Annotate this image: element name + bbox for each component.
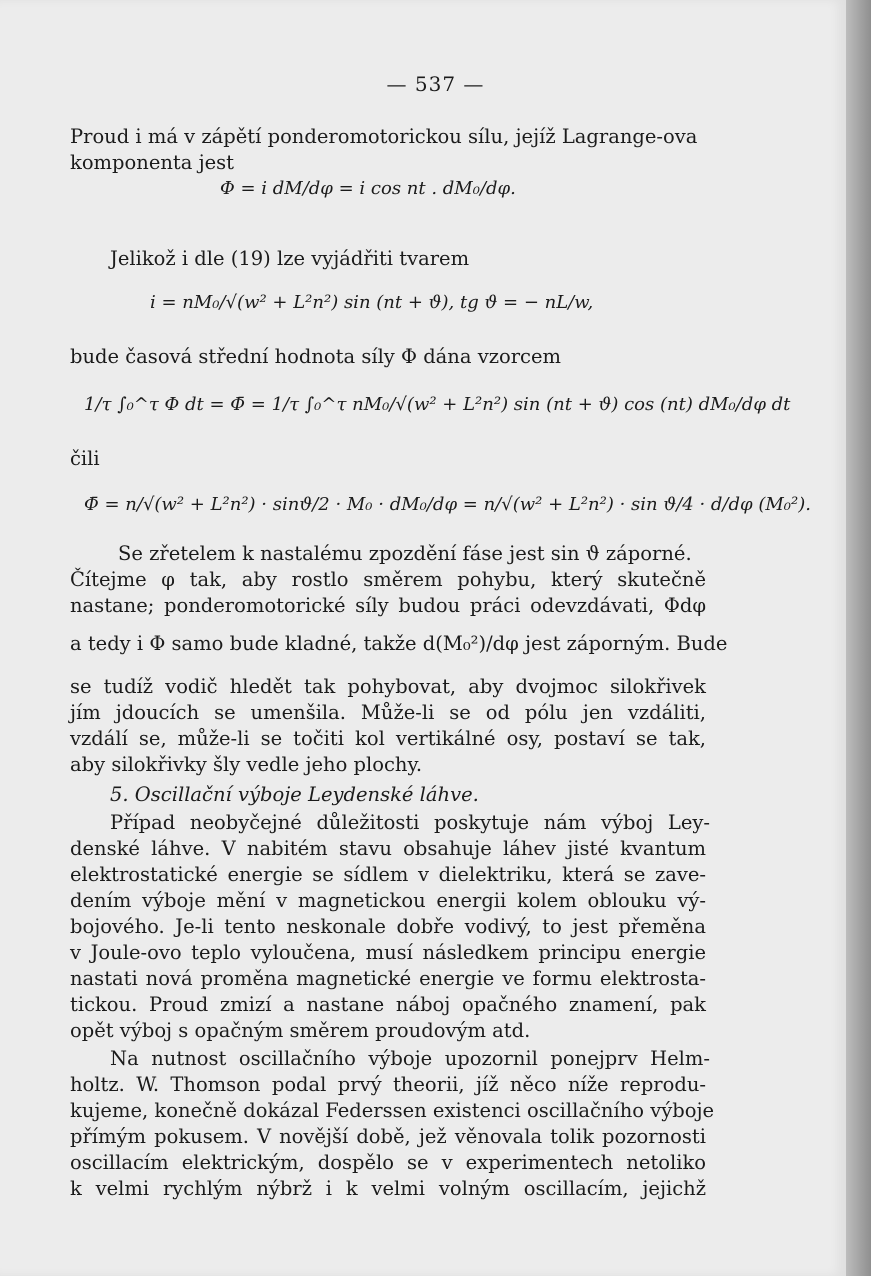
text-line: k velmi rychlým nýbrž i k velmi volným oscillacím, jejichž xyxy=(70,1177,706,1200)
text-line: Se zřetelem k nastalému zpozdění fáse jest sin ϑ záporné. xyxy=(118,542,692,565)
text-line: tickou. Proud zmizí a nastane náboj opačného znamení, pak xyxy=(70,993,706,1016)
equation-phi-definition: Φ = i dM/dφ = i cos nt . dM₀/dφ. xyxy=(220,178,516,199)
text-line: Proud i má v zápětí ponderomotorickou sílu, jejíž Lagrange-ova xyxy=(70,125,698,148)
text-line: komponenta jest xyxy=(70,151,235,174)
text-line: čili xyxy=(70,447,100,470)
text-line: bojového. Je-li tento neskonale dobře vodivý, to jest přeměna xyxy=(70,915,706,938)
text-line: denské láhve. V nabitém stavu obsahuje láhev jisté kvantum xyxy=(70,837,706,860)
text-line: oscillacím elektrickým, dospělo se v experimentech netoliko xyxy=(70,1151,706,1174)
section-heading: 5. Oscillační výboje Leydenské láhve. xyxy=(110,783,479,806)
text-line: a tedy i Φ samo bude kladné, takže d(M₀²)/dφ jest záporným. Bude xyxy=(70,632,728,655)
text-line: vzdálí se, může-li se točiti kol vertikálné osy, postaví se tak, xyxy=(70,727,706,750)
text-line: elektrostatické energie se sídlem v dielektriku, která se zave- xyxy=(70,863,706,886)
text-line: nastati nová proměna magnetické energie ve formu elektrosta- xyxy=(70,967,706,990)
text-line: nastane; ponderomotorické síly budou práci odevzdávati, Φdφ xyxy=(70,594,706,617)
text-line: Jelikož i dle (19) lze vyjádřiti tvarem xyxy=(110,247,470,270)
text-line: opět výboj s opačným směrem proudovým atd. xyxy=(70,1019,531,1042)
text-line: Případ neobyčejné důležitosti poskytuje nám výboj Ley- xyxy=(110,811,710,834)
text-line: kujeme, konečně dokázal Federssen existenci oscillačního výboje xyxy=(70,1099,715,1122)
text-line: holtz. W. Thomson podal prvý theorii, jíž něco níže reprodu- xyxy=(70,1073,706,1096)
equation-current: i = nM₀/√(w² + L²n²) sin (nt + ϑ), tg ϑ = − nL/w, xyxy=(150,292,594,313)
equation-mean-force-result: Φ̄ = n/√(w² + L²n²) · sinϑ/2 · M₀ · dM₀/dφ = n/√(w² + L²n²) · sin ϑ/4 · d/dφ (M₀²). xyxy=(84,494,811,515)
text-line: dením výboje mění v magnetickou energii kolem oblouku vý- xyxy=(70,889,706,912)
text-line: v Joule-ovo teplo vyloučena, musí následkem principu energie xyxy=(70,941,706,964)
text-line: Čítejme φ tak, aby rostlo směrem pohybu, který skutečně xyxy=(70,568,706,591)
text-line: aby silokřivky šly vedle jeho plochy. xyxy=(70,753,423,776)
text-line: Na nutnost oscillačního výboje upozornil ponejprv Helm- xyxy=(110,1047,710,1070)
text-line: přímým pokusem. V novější době, jež věnovala tolik pozornosti xyxy=(70,1125,706,1148)
equation-mean-force-integral: 1/τ ∫₀^τ Φ dt = Φ̄ = 1/τ ∫₀^τ nM₀/√(w² + L²n²) sin (nt + ϑ) cos (nt) dM₀/dφ dt xyxy=(84,394,791,415)
text-line: jím jdoucích se umenšila. Může-li se od pólu jen vzdáliti, xyxy=(70,701,706,724)
text-line: bude časová střední hodnota síly Φ dána vzorcem xyxy=(70,345,561,368)
page-edge-shadow xyxy=(846,0,871,1276)
page-number: — 537 — xyxy=(386,72,485,96)
text-line: se tudíž vodič hledět tak pohybovat, aby dvojmoc silokřivek xyxy=(70,675,706,698)
